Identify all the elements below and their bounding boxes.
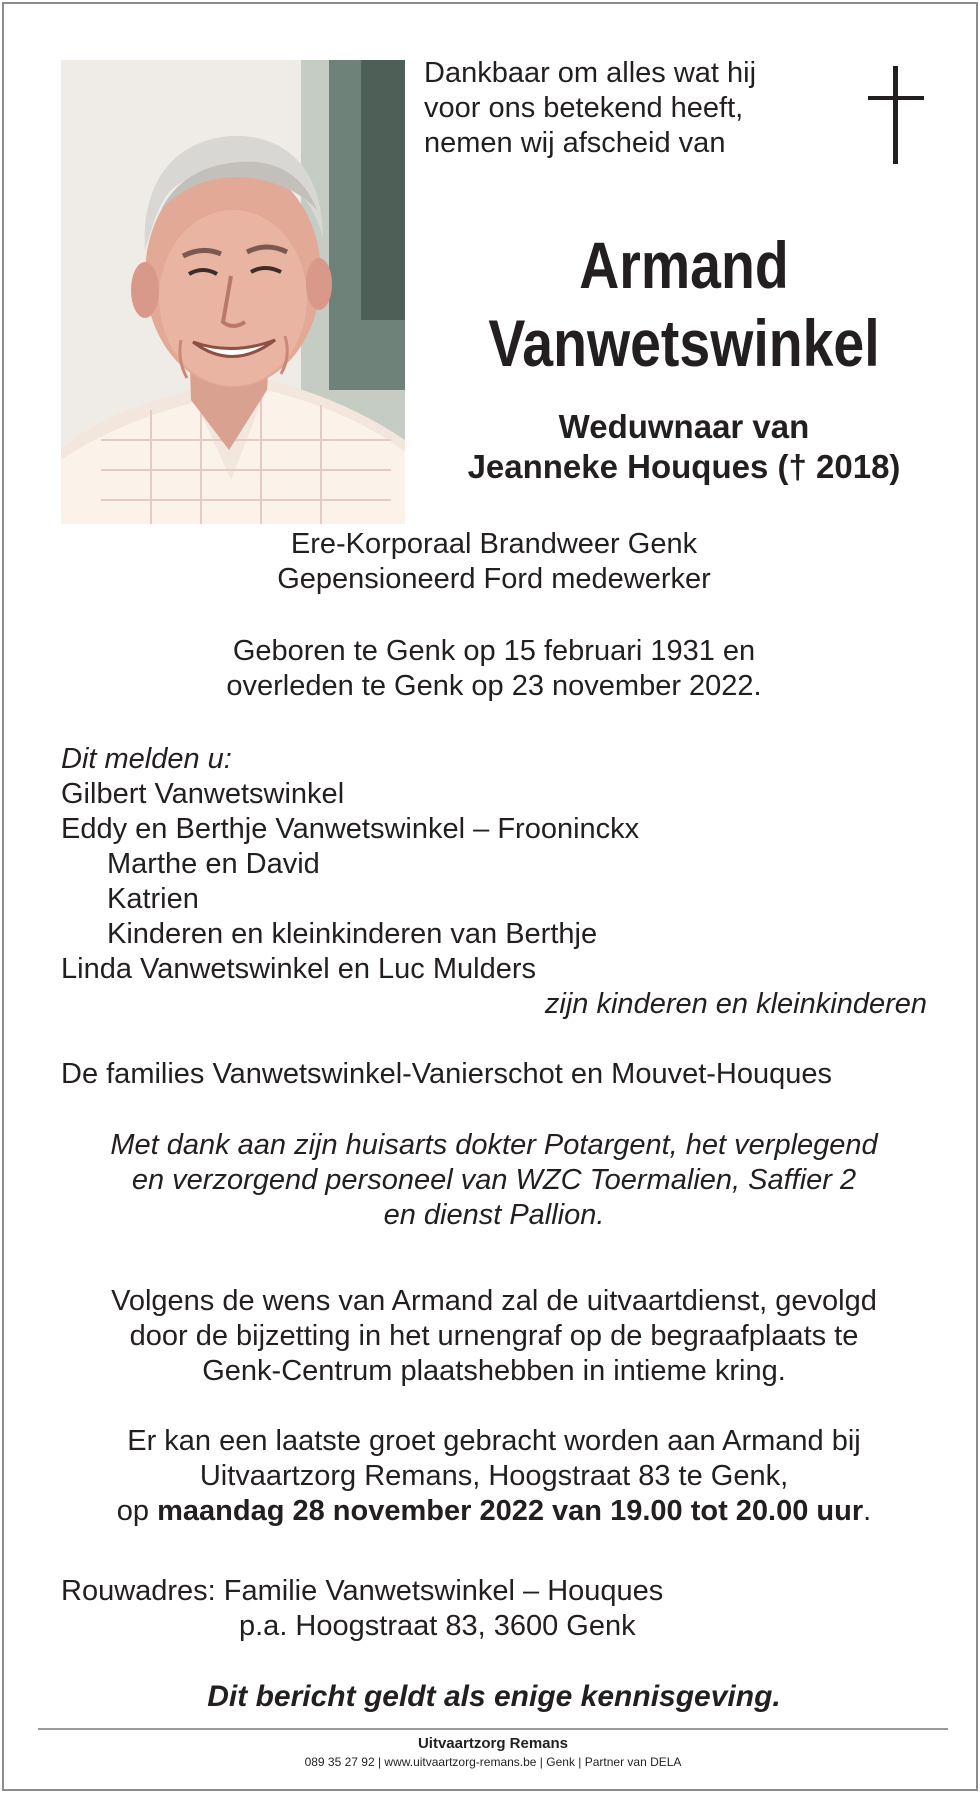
intro-text <box>424 56 756 161</box>
footer-info: 089 35 27 92 | www.uitvaartzorg-remans.be | Genk | Partner van DELA <box>304 1755 682 1769</box>
portrait-photo <box>61 60 405 524</box>
footer <box>38 1734 948 1771</box>
widower-of <box>424 407 944 487</box>
last-name: Vanwetswinkel <box>488 306 880 380</box>
greeting-text <box>61 1424 927 1529</box>
final-notice: Dit bericht geldt als enige kennisgeving. <box>207 1680 781 1713</box>
titles <box>61 527 927 597</box>
greeting-line: Uitvaartzorg Remans, Hoogstraat 83 te Genk, <box>199 1460 789 1492</box>
greeting-line: Er kan een laatste groet gebracht worden aan Armand bij <box>127 1425 861 1457</box>
thanks-line: en dienst Pallion. <box>383 1199 605 1231</box>
announcer-item: Katrien <box>107 883 199 915</box>
greeting-datetime: maandag 28 november 2022 van 19.00 tot 20.00 uur <box>157 1495 864 1527</box>
death-line: overleden te Genk op 23 november 2022. <box>226 670 762 702</box>
intro-line: voor ons betekend heeft, <box>424 92 744 124</box>
families: De families Vanwetswinkel-Vanierschot en Mouvet-Houques <box>61 1058 833 1090</box>
deceased-name <box>466 226 903 382</box>
spouse-name: Jeanneke Houques († 2018) <box>467 448 901 485</box>
address-line: Rouwadres: Familie Vanwetswinkel – Houques <box>61 1575 664 1607</box>
funeral-line: Volgens de wens van Armand zal de uitvaartdienst, gevolgd <box>111 1285 877 1317</box>
portrait-illustration <box>61 60 405 524</box>
widower-line: Weduwnaar van <box>558 408 810 445</box>
announcer-item: Kinderen en kleinkinderen van Berthje <box>107 918 598 950</box>
greeting-schedule <box>61 1494 927 1529</box>
title-line: Ere-Korporaal Brandweer Genk <box>290 528 698 560</box>
announcer-item: Linda Vanwetswinkel en Luc Mulders <box>61 953 537 985</box>
thanks-text <box>61 1128 927 1233</box>
thanks-line: Met dank aan zijn huisarts dokter Potargent, het verplegend <box>110 1129 878 1161</box>
thanks-line: en verzorgend personeel van WZC Toermalien, Saffier 2 <box>131 1164 857 1196</box>
announcer-item: Eddy en Berthje Vanwetswinkel – Frooninckx <box>61 813 640 845</box>
greeting-prefix: op <box>116 1495 150 1527</box>
funeral-line: Genk-Centrum plaatshebben in intieme kring. <box>202 1355 786 1387</box>
cross-icon <box>868 66 924 164</box>
first-name: Armand <box>579 228 789 302</box>
obituary-card <box>2 2 978 1791</box>
intro-line: nemen wij afscheid van <box>424 127 726 159</box>
announcers-heading: Dit melden u: <box>61 743 232 775</box>
title-line: Gepensioneerd Ford medewerker <box>277 563 711 595</box>
condolence-address <box>61 1574 927 1644</box>
birth-death-dates <box>61 634 927 704</box>
intro-line: Dankbaar om alles wat hij <box>424 57 757 89</box>
funeral-text <box>61 1284 927 1389</box>
footer-company: Uitvaartzorg Remans <box>417 1735 569 1752</box>
announcer-item: Marthe en David <box>107 848 320 880</box>
announcer-item: Gilbert Vanwetswinkel <box>61 778 345 810</box>
greeting-suffix: . <box>863 1495 872 1527</box>
footer-divider <box>38 1728 948 1730</box>
address-line: p.a. Hoogstraat 83, 3600 Genk <box>239 1610 636 1642</box>
announcers <box>61 742 927 1022</box>
birth-line: Geboren te Genk op 15 februari 1931 en <box>232 635 756 667</box>
announcers-relation: zijn kinderen en kleinkinderen <box>544 988 927 1020</box>
funeral-line: door de bijzetting in het urnengraf op de begraafplaats te <box>129 1320 859 1352</box>
